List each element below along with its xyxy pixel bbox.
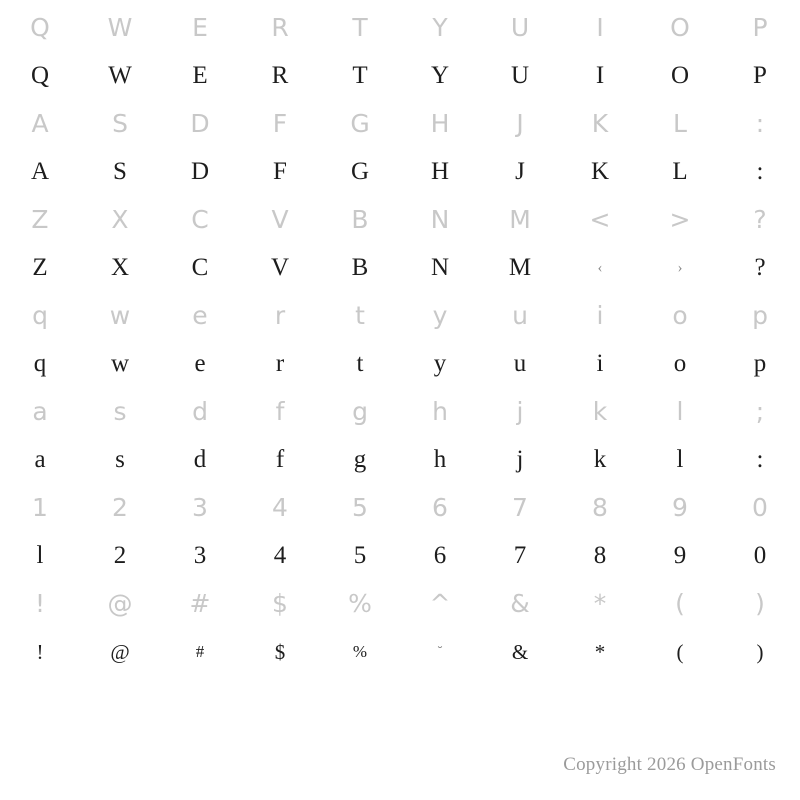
glyph-row xyxy=(0,532,800,580)
key-cell: 6 xyxy=(432,493,448,522)
key-row xyxy=(0,388,800,436)
key-cell: 9 xyxy=(672,493,688,522)
key-cell: w xyxy=(109,301,131,330)
glyph-cell: P xyxy=(753,62,767,89)
key-row xyxy=(0,100,800,148)
glyph-cell: I xyxy=(595,62,605,89)
glyph-cell: 2 xyxy=(113,542,127,569)
glyph-cell: 5 xyxy=(353,542,367,569)
key-cell: & xyxy=(510,589,530,618)
glyph-cell: $ xyxy=(274,640,286,664)
key-cell: 7 xyxy=(512,493,528,522)
key-cell: > xyxy=(669,205,691,234)
glyph-cell: # xyxy=(195,642,205,661)
glyph-cell: G xyxy=(350,158,370,185)
glyph-cell: 4 xyxy=(273,542,287,569)
key-cell: s xyxy=(113,397,127,426)
glyph-cell: s xyxy=(115,446,125,473)
glyph-cell: ! xyxy=(36,640,44,664)
key-cell: y xyxy=(432,301,448,330)
key-cell: T xyxy=(352,13,368,42)
key-cell: k xyxy=(592,397,608,426)
glyph-cell: F xyxy=(273,158,287,185)
glyph-cell: › xyxy=(677,260,683,276)
key-cell: S xyxy=(112,109,128,138)
glyph-cell: h xyxy=(433,446,447,473)
key-cell: 5 xyxy=(352,493,368,522)
glyph-cell: R xyxy=(271,62,289,89)
key-cell: 8 xyxy=(592,493,608,522)
glyph-cell: ( xyxy=(676,640,684,664)
key-cell: ^ xyxy=(429,589,451,618)
key-cell: ( xyxy=(675,589,685,618)
key-cell: % xyxy=(348,589,372,618)
key-row xyxy=(0,580,800,628)
key-cell: O xyxy=(670,13,690,42)
glyph-cell: d xyxy=(193,446,207,473)
key-row xyxy=(0,292,800,340)
key-row xyxy=(0,484,800,532)
glyph-cell: o xyxy=(673,350,687,377)
key-cell: ? xyxy=(753,205,767,234)
glyph-cell: L xyxy=(672,158,688,185)
glyph-cell: 3 xyxy=(193,542,207,569)
glyph-cell: N xyxy=(430,254,450,281)
key-cell: J xyxy=(516,109,524,138)
glyph-cell: w xyxy=(110,350,130,377)
key-cell: E xyxy=(192,13,208,42)
key-cell: ) xyxy=(755,589,765,618)
key-cell: U xyxy=(510,13,530,42)
glyph-cell: y xyxy=(433,350,447,377)
key-cell: G xyxy=(350,109,370,138)
key-cell: h xyxy=(432,397,448,426)
key-cell: M xyxy=(509,205,531,234)
key-cell: N xyxy=(430,205,450,234)
key-cell: I xyxy=(596,13,604,42)
key-row xyxy=(0,4,800,52)
key-cell: f xyxy=(275,397,285,426)
key-cell: d xyxy=(192,397,208,426)
glyph-cell: D xyxy=(190,158,210,185)
glyph-cell: j xyxy=(516,446,524,473)
glyph-cell: Q xyxy=(30,62,50,89)
key-cell: a xyxy=(32,397,48,426)
glyph-cell: % xyxy=(352,642,368,661)
glyph-row xyxy=(0,340,800,388)
glyph-cell: A xyxy=(30,158,50,185)
key-cell: P xyxy=(752,13,768,42)
glyph-row xyxy=(0,628,800,676)
key-cell: t xyxy=(355,301,365,330)
glyph-cell: M xyxy=(508,254,532,281)
glyph-cell: 9 xyxy=(673,542,687,569)
glyph-cell: 6 xyxy=(433,542,447,569)
key-cell: < xyxy=(589,205,611,234)
glyph-cell: Y xyxy=(430,62,450,89)
glyph-cell: t xyxy=(356,350,364,377)
glyph-cell: K xyxy=(590,158,610,185)
glyph-cell: l xyxy=(676,446,684,473)
glyph-cell: 8 xyxy=(593,542,607,569)
glyph-cell: ? xyxy=(754,254,766,281)
key-cell: D xyxy=(190,109,210,138)
key-cell: Y xyxy=(432,13,448,42)
glyph-cell: l xyxy=(36,542,44,569)
glyph-cell: J xyxy=(515,158,525,185)
key-cell: R xyxy=(271,13,289,42)
glyph-cell: i xyxy=(596,350,604,377)
glyph-cell: ˘ xyxy=(437,644,443,660)
glyph-cell: C xyxy=(191,254,209,281)
glyph-cell: @ xyxy=(110,640,130,664)
key-cell: l xyxy=(676,397,684,426)
glyph-cell: q xyxy=(33,350,47,377)
glyph-cell: U xyxy=(510,62,530,89)
key-cell: H xyxy=(430,109,450,138)
glyph-cell: Z xyxy=(32,254,48,281)
glyph-cell: * xyxy=(594,640,606,664)
key-cell: i xyxy=(596,301,604,330)
key-cell: $ xyxy=(272,589,288,618)
glyph-cell: p xyxy=(753,350,767,377)
glyph-cell: V xyxy=(270,254,290,281)
glyph-cell: e xyxy=(194,350,206,377)
key-cell: A xyxy=(31,109,49,138)
glyph-cell: u xyxy=(513,350,527,377)
glyph-cell: : xyxy=(756,446,764,473)
glyph-cell: g xyxy=(353,446,367,473)
key-cell: C xyxy=(191,205,209,234)
glyph-row xyxy=(0,244,800,292)
key-cell: u xyxy=(512,301,528,330)
glyph-cell: W xyxy=(108,62,132,89)
key-cell: 4 xyxy=(272,493,288,522)
key-cell: q xyxy=(32,301,48,330)
key-cell: Q xyxy=(30,13,50,42)
key-cell: F xyxy=(272,109,288,138)
glyph-cell: O xyxy=(670,62,690,89)
glyph-cell: f xyxy=(275,446,285,473)
glyph-cell: H xyxy=(430,158,450,185)
key-cell: e xyxy=(192,301,208,330)
key-cell: X xyxy=(111,205,129,234)
key-cell: ; xyxy=(755,397,765,426)
glyph-cell: a xyxy=(34,446,46,473)
key-cell: W xyxy=(107,13,133,42)
key-cell: V xyxy=(271,205,289,234)
key-cell: p xyxy=(752,301,768,330)
key-cell: 2 xyxy=(112,493,128,522)
glyph-row xyxy=(0,52,800,100)
key-row xyxy=(0,196,800,244)
key-cell: r xyxy=(274,301,286,330)
key-cell: 3 xyxy=(192,493,208,522)
key-cell: g xyxy=(352,397,368,426)
glyph-row xyxy=(0,148,800,196)
key-cell: Z xyxy=(31,205,49,234)
glyph-cell: B xyxy=(351,254,369,281)
glyph-cell: X xyxy=(110,254,130,281)
key-cell: # xyxy=(189,589,211,618)
key-cell: ! xyxy=(34,589,46,618)
glyph-cell: k xyxy=(593,446,607,473)
glyph-cell: & xyxy=(511,640,529,664)
glyph-cell: T xyxy=(352,62,368,89)
key-cell: L xyxy=(673,109,687,138)
glyph-cell: 0 xyxy=(753,542,767,569)
key-cell: B xyxy=(351,205,369,234)
glyph-cell: E xyxy=(192,62,208,89)
copyright-notice: Copyright 2026 OpenFonts xyxy=(563,754,776,775)
glyph-cell: r xyxy=(275,350,285,377)
glyph-cell: S xyxy=(113,158,127,185)
key-cell: : xyxy=(755,109,765,138)
key-cell: 0 xyxy=(752,493,768,522)
glyph-cell: : xyxy=(756,158,764,185)
glyph-row xyxy=(0,436,800,484)
key-cell: 1 xyxy=(32,493,48,522)
key-cell: K xyxy=(591,109,609,138)
key-cell: o xyxy=(672,301,688,330)
key-cell: @ xyxy=(107,589,133,618)
glyph-cell: 7 xyxy=(513,542,527,569)
glyph-cell: ‹ xyxy=(597,260,603,276)
key-cell: j xyxy=(516,397,524,426)
key-cell: * xyxy=(593,589,607,618)
glyph-cell: ) xyxy=(756,640,764,664)
